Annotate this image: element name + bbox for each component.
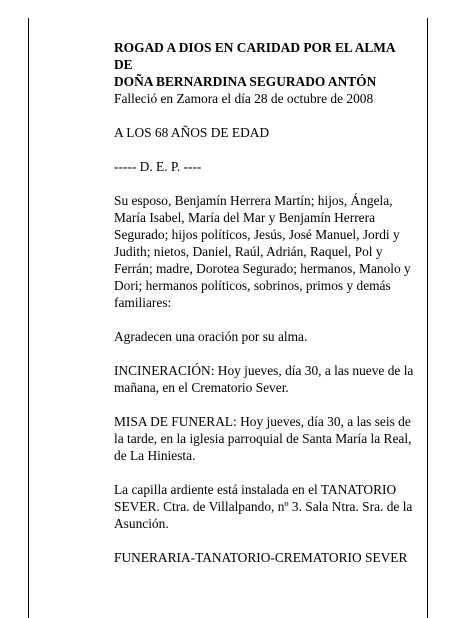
family-line: Segurado; hijos políticos, Jesús, José Manuel, Jordi y [114,227,400,242]
family-line: Judith; nietos, Daniel, Raúl, Adrián, Raquel, Pol y [114,244,383,259]
family-line: María Isabel, María del Mar y Benjamín Herrera [114,210,376,225]
age-line: A LOS 68 AÑOS DE EDAD [114,125,270,140]
family-line: Ferrán; madre, Dorotea Segurado; hermanos, Manolo y [114,261,411,276]
heading-line: DE [114,57,133,72]
notice-heading [114,39,426,90]
thanks-line: Agradecen una oración por su alma. [114,329,308,344]
mass-line: MISA DE FUNERAL: Hoy jueves, día 30, a las seis de [114,414,411,429]
death-line: Falleció en Zamora el día 28 de octubre de 2008 [114,91,374,106]
chapel-line: La capilla ardiente está instalada en el TANATORIO [114,482,397,497]
thanks-paragraph [114,328,426,345]
mass-line: la tarde, en la iglesia parroquial de Santa María la Real, [114,431,412,446]
family-line: Su esposo, Benjamín Herrera Martín; hijos, Ángela, [114,193,393,208]
chapel-paragraph [114,481,426,532]
funeral-home-name: FUNERARIA-TANATORIO-CREMATORIO SEVER [114,550,408,565]
mass-paragraph [114,413,426,464]
cremation-paragraph [114,362,426,396]
family-line: Dori; hermanos políticos, sobrinos, primos y demás [114,278,391,293]
heading-line: DOÑA BERNARDINA SEGURADO ANTÓN [114,74,377,89]
family-line: familiares: [114,295,172,310]
cremation-line: mañana, en el Crematorio Sever. [114,380,289,395]
rip-info [114,158,426,175]
heading-line: ROGAD A DIOS EN CARIDAD POR EL ALMA [114,40,396,55]
family-paragraph [114,192,426,311]
chapel-line: Asunción. [114,516,169,531]
obituary-notice [114,39,426,583]
mass-line: de La Hiniesta. [114,448,196,463]
rip-line: ----- D. E. P. ---- [114,159,202,174]
age-info [114,124,426,141]
footer-paragraph [114,549,426,566]
cremation-line: INCINERACIÓN: Hoy jueves, día 30, a las nueve de la [114,363,414,378]
chapel-line: SEVER. Ctra. de Villalpando, nº 3. Sala Ntra. Sra. de la [114,499,413,514]
death-info [114,90,426,107]
